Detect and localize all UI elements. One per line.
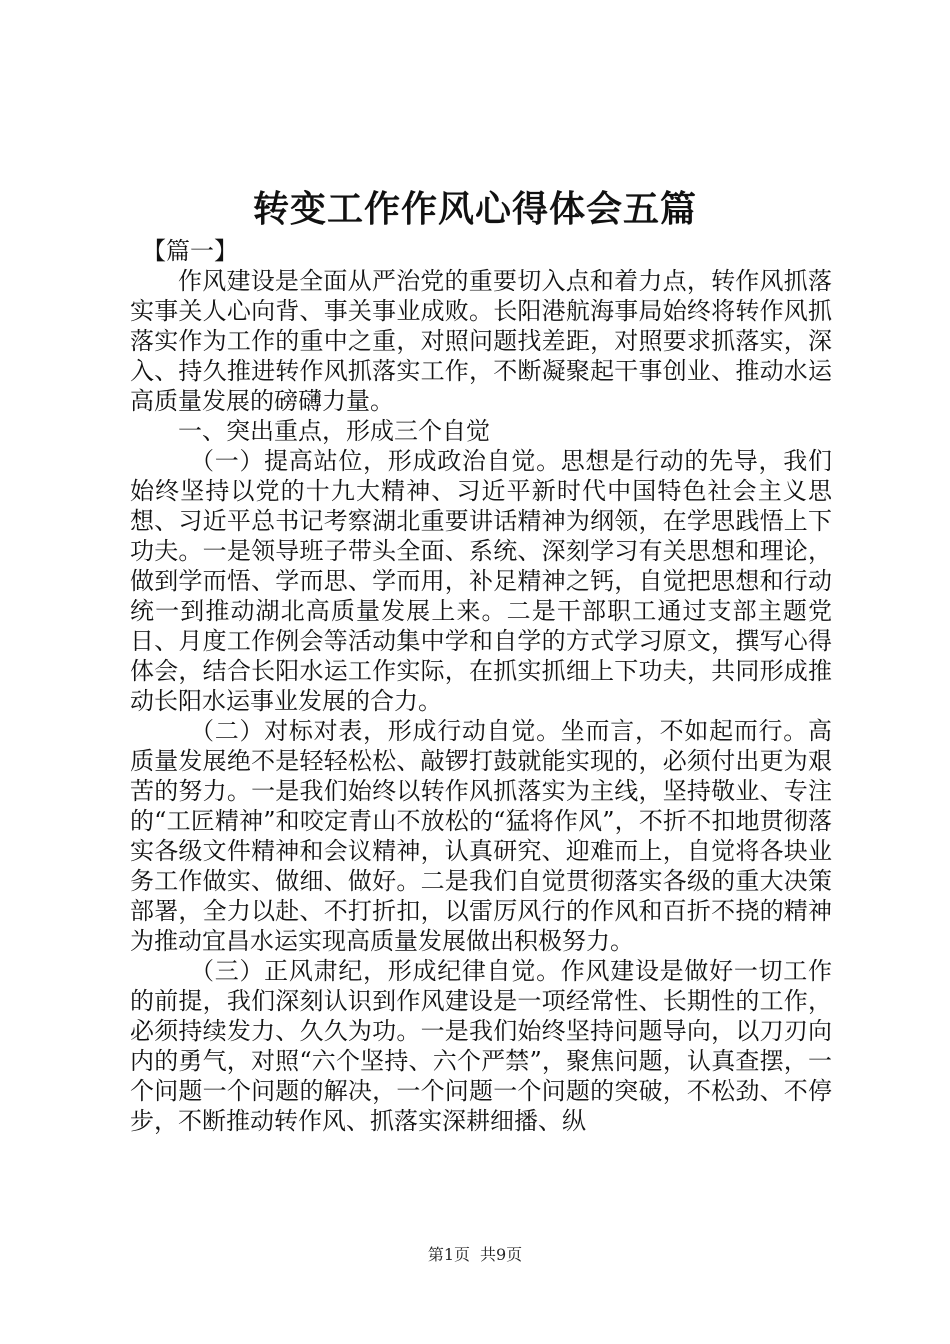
paragraph-political-awareness: （一）提高站位，形成政治自觉。思想是行动的先导，我们始终坚持以党的十九大精神、习近平新时代中国特色社会主义思想、习近平总书记考察湖北重要讲话精神为纲领，在学思践悟上下功夫。一是领导班子带头全面、系统、深刻学习有关思想和理论，做到学而悟、学而思、学而用，补足精神之钙，自觉把思想和行动统一到推动湖北高质量发展上来。二是干部职工通过支部主题党日、月度工作例会等活动集中学和自学的方式学习原文，撰写心得体会，结合长阳水运工作实际，在抓实抓细上下功夫，共同形成推动长阳水运事业发展的合力。 [130,447,832,715]
paragraph-discipline-awareness: （三）正风肃纪，形成纪律自觉。作风建设是做好一切工作的前提，我们深刻认识到作风建设是一项经常性、长期性的工作，必须持续发力、久久为功。一是我们始终坚持问题导向，以刀刃向内的勇气，对照“六个坚持、六个严禁”，聚焦问题，认真查摆，一个问题一个问题的解决，一个问题一个问题的突破，不松劲、不停步，不断推动转作风、抓落实深耕细播、纵 [130,957,832,1135]
paragraph-intro: 作风建设是全面从严治党的重要切入点和着力点，转作风抓落实事关人心向背、事关事业成败。长阳港航海事局始终将转作风抓落实作为工作的重中之重，对照问题找差距，对照要求抓落实，深入、持久推进转作风抓落实工作，不断凝聚起干事创业、推动水运高质量发展的磅礴力量。 [130,267,832,415]
page-total: 共9页 [480,1245,523,1264]
page-footer [0,1244,950,1266]
paragraph-action-awareness: （二）对标对表，形成行动自觉。坐而言，不如起而行。高质量发展绝不是轻轻松松、敲锣打鼓就能实现的，必须付出更为艰苦的努力。一是我们始终以转作风抓落实为主线，坚持敬业、专注的“工匠精神”和咬定青山不放松的“猛将作风”，不折不扣地贯彻落实各级文件精神和会议精神，认真研究、迎难而上，自觉将各块业务工作做实、做细、做好。二是我们自觉贯彻落实各级的重大决策部署，全力以赴、不打折扣，以雷厉风行的作风和百折不挠的精神为推动宜昌水运实现高质量发展做出积极努力。 [130,717,832,955]
document-title: 转变工作作风心得体会五篇 [252,188,697,230]
section-mark: 【篇一】 [142,237,238,265]
heading-section-one: 一、突出重点，形成三个自觉 [178,417,490,445]
page-number: 第1页 [427,1245,470,1264]
document-body [130,236,832,1136]
